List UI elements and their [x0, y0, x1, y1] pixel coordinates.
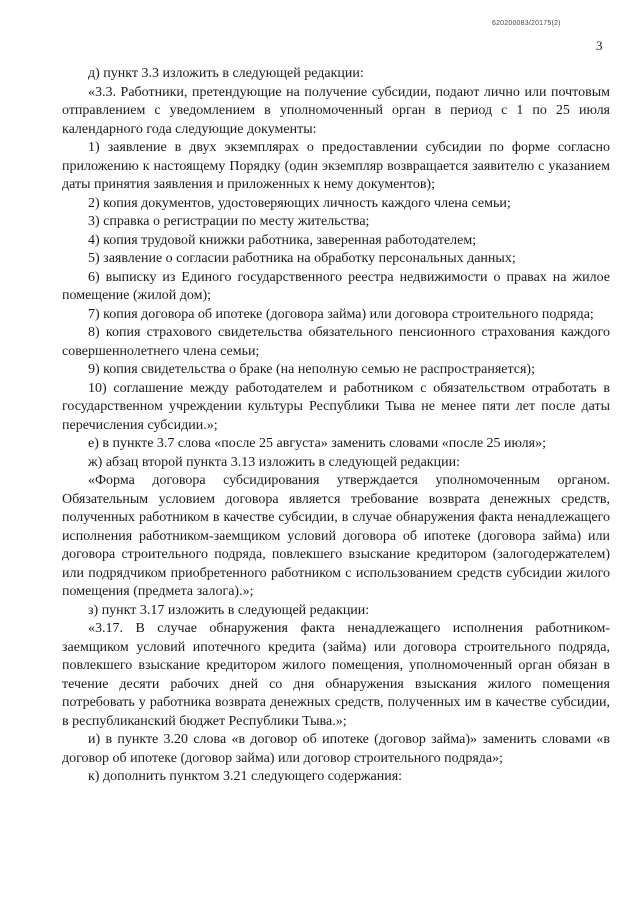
paragraph: е) в пункте 3.7 слова «после 25 августа» заменить словами «после 25 июля»; — [88, 436, 546, 451]
paragraph: 10) соглашение между работодателем и работником с обязательством отработать в государственном учреждении культуры Республики Тыва не менее пяти лет после даты перечисления субсидии.»; — [62, 380, 610, 433]
paragraph: «Форма договора субсидирования утверждается уполномоченным органом. Обязательным условием договора является требование возврата денежных средств, полученных работником в качестве субсидии, в случае обнаружения факта ненадлежащего исполнения работником-заемщиком условий договора об ипотеке (договора займа) или договора строительного подряда, повлекшего взыскание кредитором (залогодержателем) или подрядчиком приобретенного работником с использованием средств субсидии жилого помещения (предмета залога).»; — [62, 473, 610, 599]
paragraph: «3.17. В случае обнаружения факта ненадлежащего исполнения работником-заемщиком условий ипотечного кредита (займа) или договора строительного подряда, повлекшего взыскание кредитором жилого помещения, уполномоченный орган обязан в течение десяти рабочих дней со дня обнаружения взыскания жилого помещения потребовать у работника возврата денежных средств, полученных им в качестве субсидии, в республиканский бюджет Республики Тыва.»; — [62, 621, 610, 729]
paragraph: 5) заявление о согласии работника на обработку персональных данных; — [88, 251, 516, 266]
paragraph: д) пункт 3.3 изложить в следующей редакции: — [88, 66, 364, 81]
paragraph: ж) абзац второй пункта 3.13 изложить в следующей редакции: — [88, 454, 460, 470]
document-code: 620200083/20175(2) — [492, 20, 561, 27]
paragraph: з) пункт 3.17 изложить в следующей редакции: — [88, 602, 370, 618]
paragraph: 3) справка о регистрации по месту жительства; — [88, 214, 370, 229]
paragraph: 2) копия документов, удостоверяющих личность каждого члена семьи; — [88, 195, 511, 211]
paragraph: 4) копия трудовой книжки работника, заверенная работодателем; — [88, 232, 477, 248]
paragraph: к) дополнить пунктом 3.21 следующего содержания: — [88, 769, 403, 784]
paragraph: 7) копия договора об ипотеке (договора займа) или договора строительного подряда; — [88, 306, 594, 322]
paragraph: 8) копия страхового свидетельства обязательного пенсионного страхования каждого совершеннолетнего члена семьи; — [62, 325, 610, 359]
paragraph: «3.3. Работники, претендующие на получение субсидии, подают лично или почтовым отправлением с уведомлением в уполномоченный орган в период с 1 по 25 июля календарного года следующие документы: — [62, 84, 610, 137]
paragraph: и) в пункте 3.20 слова «в договор об ипотеке (договор займа)» заменить словами «в договор об ипотеке (договор займа) или договор строительного подряда»; — [62, 732, 610, 766]
page-number: 3 — [596, 38, 603, 53]
paragraph: 1) заявление в двух экземплярах о предоставлении субсидии по форме согласно приложению к настоящему Порядку (один экземпляр возвращается заявителю с указанием даты принятия заявления и приложенных к нему документов); — [62, 140, 610, 192]
paragraph: 6) выписку из Единого государственного реестра недвижимости о правах на жилое помещение (жилой дом); — [62, 269, 610, 303]
paragraph: 9) копия свидетельства о браке (на неполную семью не распространяется); — [88, 362, 535, 377]
document-body — [62, 65, 610, 787]
